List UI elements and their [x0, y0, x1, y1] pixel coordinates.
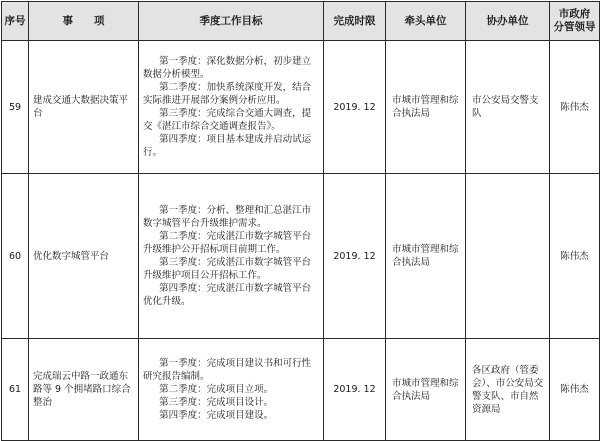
- goal-q1: 第一季度：完成项目建议书和可行性研究报告编制。: [143, 358, 312, 382]
- goal-q2: 第二季度：完成项目立项。: [159, 384, 274, 395]
- row-date: 2019. 12: [324, 174, 386, 339]
- header-assist: 协办单位: [466, 2, 550, 41]
- row-leader: 陈伟杰: [550, 41, 600, 174]
- row-item: 完成瑞云中路一政通东路等 9 个拥堵路口综合整治: [29, 339, 139, 441]
- table-row: [2, 41, 600, 174]
- goal-q3: 第三季度：完成湛江市数字城管平台升级维护项目公开招标工作。: [143, 257, 312, 281]
- row-no: 60: [2, 174, 29, 339]
- row-date: 2019. 12: [324, 339, 386, 441]
- row-lead: 市城市管理和综合执法局: [386, 174, 466, 339]
- goal-q4: 第四季度：项目基本建成并启动试运行。: [143, 134, 312, 158]
- row-item: 优化数字城管平台: [29, 174, 139, 339]
- header-leader: 市政府 分管领导: [550, 2, 600, 41]
- row-assist: [466, 174, 550, 339]
- goal-q4: 第四季度：完成项目建设。: [159, 410, 274, 421]
- row-leader: 陈伟杰: [550, 339, 600, 441]
- work-plan-table: [1, 1, 600, 441]
- table-row: [2, 339, 600, 441]
- header-row: [2, 2, 600, 41]
- goal-q4: 第四季度：完成湛江市数字城管平台优化升级。: [143, 283, 312, 307]
- header-no: 序号: [2, 2, 29, 41]
- row-lead: 市城市管理和综合执法局: [386, 339, 466, 441]
- row-assist: 市公安局交警支队: [466, 41, 550, 174]
- goal-q2: 第二季度：加快系统深度开发，结合实际推进开展部分案例分析应用。: [143, 82, 312, 106]
- row-no: 59: [2, 41, 29, 174]
- table-row: [2, 174, 600, 339]
- row-no: 61: [2, 339, 29, 441]
- row-leader: 陈伟杰: [550, 174, 600, 339]
- goal-q1: 第一季度：深化数据分析，初步建立数据分析模型。: [143, 56, 312, 80]
- header-lead: 牵头单位: [386, 2, 466, 41]
- goal-q3: 第三季度：完成项目设计。: [159, 397, 274, 408]
- row-date: 2019. 12: [324, 41, 386, 174]
- goal-q3: 第三季度：完成综合交通大调查，提交《湛江市综合交通调查报告》。: [143, 108, 312, 132]
- row-goals: [139, 339, 324, 441]
- row-lead: 市城市管理和综合执法局: [386, 41, 466, 174]
- row-goals: [139, 174, 324, 339]
- row-goals: [139, 41, 324, 174]
- row-assist: 各区政府（管委会）、市公安局交警支队、市自然资源局: [466, 339, 550, 441]
- header-item: 事 项: [29, 2, 139, 41]
- goal-q1: 第一季度：分析、整理和汇总湛江市数字城管平台升级维护需求。: [143, 205, 312, 229]
- header-goal: 季度工作目标: [139, 2, 324, 41]
- row-item: 建成交通大数据决策平台: [29, 41, 139, 174]
- header-date: 完成时限: [324, 2, 386, 41]
- goal-q2: 第二季度：完成湛江市数字城管平台升级维护公开招标项目前期工作。: [143, 231, 312, 255]
